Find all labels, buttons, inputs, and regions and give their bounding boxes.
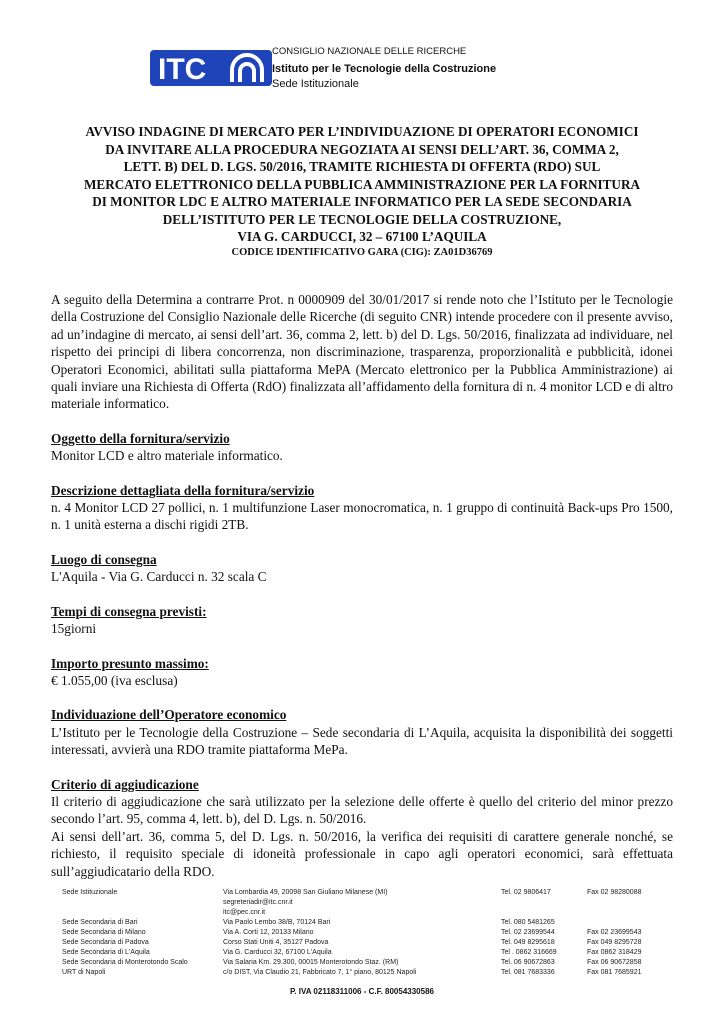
footer-seat	[62, 898, 223, 908]
section-heading: Importo presunto massimo:	[51, 655, 209, 671]
section-heading: Oggetto della fornitura/servizio	[51, 430, 230, 446]
title-line: AVVISO INDAGINE DI MERCATO PER L’INDIVIDUAZIONE DI OPERATORI ECONOMICI	[85, 124, 639, 139]
footer-tel: Tel. 06 90672863	[501, 959, 555, 966]
footer-seat: Sede Secondaria di Padova	[62, 939, 149, 946]
footer-seat	[62, 908, 223, 918]
section-paragraph: Monitor LCD e altro materiale informatico.	[51, 448, 283, 464]
footer-fax: Fax 0862 318429	[587, 949, 642, 956]
footer-seat: Sede Secondaria di Bari	[62, 919, 138, 926]
section	[51, 776, 673, 880]
footer-row	[62, 908, 662, 918]
footer-row	[62, 938, 662, 948]
title-line: DELL’ISTITUTO PER LE TECNOLOGIE DELLA COSTRUZIONE,	[162, 211, 562, 227]
footer-row	[62, 898, 662, 908]
footer-row	[62, 968, 662, 978]
section	[51, 551, 673, 586]
footer-seat: URT di Napoli	[62, 969, 106, 976]
footer-fax: Fax 02 23699543	[587, 929, 642, 936]
letterhead-org: CONSIGLIO NAZIONALE DELLE RICERCHE	[272, 46, 467, 57]
section	[51, 603, 673, 638]
title-line: VIA G. CARDUCCI, 32 – 67100 L’AQUILA	[237, 229, 487, 244]
section	[51, 655, 673, 690]
itc-logo	[150, 50, 272, 86]
footer-address: Via Paolo Lembo 38/B, 70124 Bari	[223, 919, 331, 926]
section	[51, 482, 673, 534]
section-paragraph: € 1.055,00 (iva esclusa)	[51, 672, 178, 688]
vat-code: P. IVA 02118311006 - C.F. 80054330586	[290, 987, 434, 996]
footer-row	[62, 928, 662, 938]
footer-row	[62, 958, 662, 968]
title-line: DI MONITOR LDC E ALTRO MATERIALE INFORMATICO PER LA SEDE SECONDARIA	[92, 194, 632, 209]
footer-address: Via Lombardia 49, 20098 San Giuliano Milanese (MI)	[223, 889, 388, 896]
section-paragraph: 15giorni	[51, 621, 97, 637]
logo-text: ITC	[158, 53, 207, 86]
footer-address: Via A. Corti 12, 20133 Milano	[223, 929, 314, 936]
section-paragraph: Il criterio di aggiudicazione che sarà utilizzato per la selezione delle offerte è quello del criterio del minor prezzo secondo l’art. 95, comma 4, lett. b), del D. Lgs. n. 50/2016.	[51, 793, 673, 827]
cig-code: CODICE IDENTIFICATIVO GARA (CIG): ZA01D36769	[231, 247, 493, 258]
footer-tel	[501, 898, 587, 908]
section-heading: Descrizione dettagliata della fornitura/servizio	[51, 482, 315, 498]
intro-paragraph: A seguito della Determina a contrarre Prot. n 0000909 del 30/01/2017 si rende noto che l’Istituto per le Tecnologie della Costruzione del Consiglio Nazionale delle Ricerche (di seguito CNR) intende procedere con il presente avviso, ad un’indagine di mercato, ai sensi dell’art. 36, comma 2, lett. b) del D. Lgs. 50/2016, finalizzata ad individuare, nel rispetto dei principi di libera concorrenza, non discriminazione, trasparenza, proporzionalità e pubblicità, idonei Operatori Economici, abilitati sulla piattaforma MePA (Mercato elettronico per la Pubblica Amministrazione) ai quali inviare una Richiesta di Offerta (RdO) finalizzata all’affidamento della fornitura di n. 4 monitor LCD e di altro materiale informatico.	[51, 292, 673, 412]
section	[51, 706, 673, 758]
footer-address: Via G. Carducci 32, 67100 L'Aquila	[223, 949, 332, 956]
footer-fax: Fax 02 98280088	[587, 889, 642, 896]
footer-tel: Tel. 02 9806417	[501, 889, 551, 896]
footer-seat: Sede Istituzionale	[62, 889, 118, 896]
footer-tel: Tel. 081 7683336	[501, 969, 555, 976]
section-paragraph: L’Istituto per le Tecnologie della Costruzione – Sede secondaria di L’Aquila, acquisita la disponibilità dei soggetti interessati, avvierà una RDO tramite piattaforma MePa.	[51, 724, 673, 758]
footer-fax	[587, 898, 662, 908]
footer-fax: Fax 081 7685921	[587, 969, 642, 976]
footer-tel: Tel. 02 23699544	[501, 929, 555, 936]
footer-row	[62, 918, 662, 928]
footer-fax	[587, 908, 662, 918]
sections	[51, 430, 673, 880]
footer-row	[62, 948, 662, 958]
footer-fax: Fax 06 90672858	[587, 959, 642, 966]
footer-address: itc@pec.cnr.it	[223, 909, 266, 916]
footer-fax	[587, 918, 662, 928]
section-paragraph: Ai sensi dell’art. 36, comma 5, del D. Lgs. n. 50/2016, la verifica dei requisiti di carattere generale nonché, se richiesto, il requisito speciale di idoneità professionale in capo agli operatori economici, sarà effettuata sull’aggiudicatario della RDO.	[51, 828, 673, 879]
footer-tel: Tel. 080 5481265	[501, 919, 555, 926]
document-title	[40, 123, 684, 246]
letterhead	[272, 46, 496, 92]
footer-fax: Fax 049 8295728	[587, 939, 642, 946]
section-paragraph: L'Aquila - Via G. Carducci n. 32 scala C	[51, 569, 267, 585]
footer-tel: Tel. 049 8295618	[501, 939, 555, 946]
section-heading: Luogo di consegna	[51, 551, 157, 567]
section-heading: Criterio di aggiudicazione	[51, 776, 199, 792]
footer-seat: Sede Secondaria di Milano	[62, 929, 146, 936]
footer-address: c/o DIST, Via Claudio 21, Fabbricato 7, 1° piano, 80125 Napoli	[223, 969, 417, 976]
title-line: MERCATO ELETTRONICO DELLA PUBBLICA AMMINISTRAZIONE PER LA FORNITURA	[83, 176, 641, 192]
footer-row	[62, 888, 662, 898]
title-line: LETT. B) DEL D. LGS. 50/2016, TRAMITE RICHIESTA DI OFFERTA (RDO) SUL	[123, 159, 601, 174]
footer-seat: Sede Secondaria di L'Aquila	[62, 949, 150, 956]
footer-tel: Tel . 0862 316669	[501, 949, 557, 956]
document-body	[51, 291, 673, 880]
footer-seat: Sede Secondaria di Monterotondo Scalo	[62, 959, 188, 966]
title-line: DA INVITARE ALLA PROCEDURA NEGOZIATA AI SENSI DELL’ART. 36, COMMA 2,	[105, 141, 619, 157]
section	[51, 430, 673, 465]
section-heading: Individuazione dell’Operatore economico	[51, 707, 287, 723]
footer-address: Corso Stati Uniti 4, 35127 Padova	[223, 939, 329, 946]
footer-tel	[501, 908, 587, 918]
footer-address: segreteriadir@itc.cnr.it	[223, 899, 293, 906]
letterhead-institute: Istituto per le Tecnologie della Costruzione	[272, 63, 497, 75]
section-heading: Tempi di consegna previsti:	[51, 603, 207, 619]
footer-addresses	[62, 888, 662, 978]
section-paragraph: n. 4 Monitor LCD 27 pollici, n. 1 multifunzione Laser monocromatica, n. 1 gruppo di continuità Back-ups Pro 1500, n. 1 unità esterna a dischi rigidi 2TB.	[51, 500, 673, 533]
letterhead-seat: Sede Istituzionale	[272, 78, 359, 90]
footer-address: Via Salaria Km. 29.300, 00015 Monterotondo Staz. (RM)	[223, 959, 399, 966]
